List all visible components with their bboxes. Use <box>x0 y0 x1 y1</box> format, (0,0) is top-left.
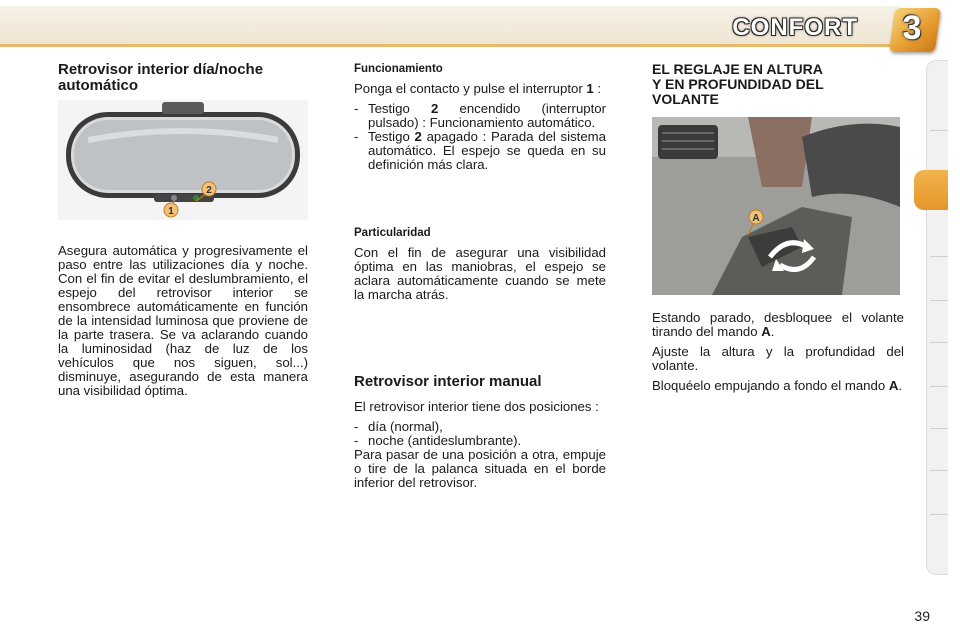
list-dash: - <box>354 419 359 434</box>
column-mirror-operation <box>354 62 606 496</box>
tab-divider <box>930 386 948 387</box>
list-item <box>354 420 606 434</box>
steering-para3-end: . <box>898 378 903 393</box>
auto-mirror-photo <box>58 100 308 220</box>
tab-divider <box>930 514 948 515</box>
chapter-side-tabs <box>926 60 960 580</box>
callout-1: 1 <box>168 206 174 217</box>
tab-divider <box>930 428 948 429</box>
chapter-title: CONFORT <box>732 14 858 41</box>
auto-mirror-heading-line2: automático <box>58 77 139 94</box>
tab-divider <box>930 342 948 343</box>
tab-divider <box>930 300 948 301</box>
tab-divider <box>930 470 948 471</box>
steering-para1 <box>652 311 904 339</box>
item-text: noche (antideslumbrante). <box>368 433 522 448</box>
list-dash: - <box>354 101 359 116</box>
item-text: día (normal), <box>368 419 443 434</box>
chapter-number: 3 <box>902 9 922 47</box>
callout-a: A <box>752 213 760 224</box>
steering-heading-line3: VOLANTE <box>652 91 719 107</box>
manual-mirror-body: Para pasar de una posición a otra, empuje o tire de la palanca situada en el borde inferior del retrovisor. <box>354 447 606 490</box>
funcionamiento-intro-colon: : <box>597 81 602 96</box>
auto-mirror-heading-line1: Retrovisor interior día/noche <box>58 61 264 78</box>
steering-heading-line1: EL REGLAJE EN ALTURA <box>652 61 823 77</box>
list-item <box>354 130 606 172</box>
column-auto-mirror <box>58 62 308 404</box>
header-stripe <box>0 44 900 47</box>
steering-heading-line2: Y EN PROFUNDIDAD DEL <box>652 76 824 92</box>
control-mark: A <box>888 378 899 393</box>
auto-mirror-body: Asegura automática y progresivamente el paso entre las utilizaciones día y noche. Con el fin de evitar el deslumbramiento, el espejo del retrovisor interior se ensombrece automáticamente en función de la intensidad luminosa que proviene de la parte trasera. Se va aclarando cuando la luminosidad (haz de luz de los vehículos que nos siguen, sol...) disminuye, asegurando de esta manera una visibilidad óptima. <box>58 243 308 398</box>
funcionamiento-heading: Funcionamiento <box>354 63 443 75</box>
steering-para1-text: Estando parado, desbloquee el volante tirando del mando <box>652 310 904 339</box>
steering-para3-text: Bloquéelo empujando a fondo el mando <box>652 378 886 393</box>
list-dash: - <box>354 433 359 448</box>
column-steering-wheel <box>652 62 904 399</box>
item-text: apagado : Parada del sistema automático. El espejo se queda en su definición más clara. <box>368 129 606 172</box>
tab-divider <box>930 256 948 257</box>
control-mark: A <box>761 324 771 339</box>
list-item <box>354 102 606 130</box>
callout-2: 2 <box>206 185 212 196</box>
tab-divider <box>930 130 948 131</box>
steering-heading <box>652 62 904 107</box>
steering-para1-end: . <box>770 324 775 339</box>
side-tab-active[interactable] <box>914 170 948 210</box>
steering-para2: Ajuste la altura y la profundidad del volante. <box>652 344 904 373</box>
indicator-number: 2 <box>430 101 439 116</box>
switch-number: 1 <box>586 81 594 96</box>
item-text: Testigo <box>368 129 410 144</box>
item-text: Testigo <box>368 101 410 116</box>
list-dash: - <box>354 129 359 144</box>
indicator-number: 2 <box>414 129 422 144</box>
steering-photo <box>652 117 900 295</box>
funcionamiento-intro-text: Ponga el contacto y pulse el interruptor <box>354 81 583 96</box>
auto-mirror-heading <box>58 62 308 94</box>
particularidad-heading: Particularidad <box>354 227 431 239</box>
page-number: 39 <box>914 608 930 624</box>
list-item <box>354 434 606 448</box>
side-tab-track <box>926 60 948 575</box>
steering-para3 <box>652 379 904 393</box>
manual-mirror-intro: El retrovisor interior tiene dos posiciones : <box>354 399 599 414</box>
rearview-mirror-illustration <box>58 100 308 220</box>
funcionamiento-intro <box>354 82 606 96</box>
steering-column-illustration <box>652 117 900 295</box>
particularidad-body: Con el fin de asegurar una visibilidad óptima en las maniobras, el espejo se aclara automáticamente cuando se mete la marcha atrás. <box>354 245 606 302</box>
chapter-header <box>0 0 960 52</box>
manual-mirror-heading: Retrovisor interior manual <box>354 373 542 390</box>
item-text: encendido (interruptor pulsado) : Funcionamiento automático. <box>368 101 607 130</box>
